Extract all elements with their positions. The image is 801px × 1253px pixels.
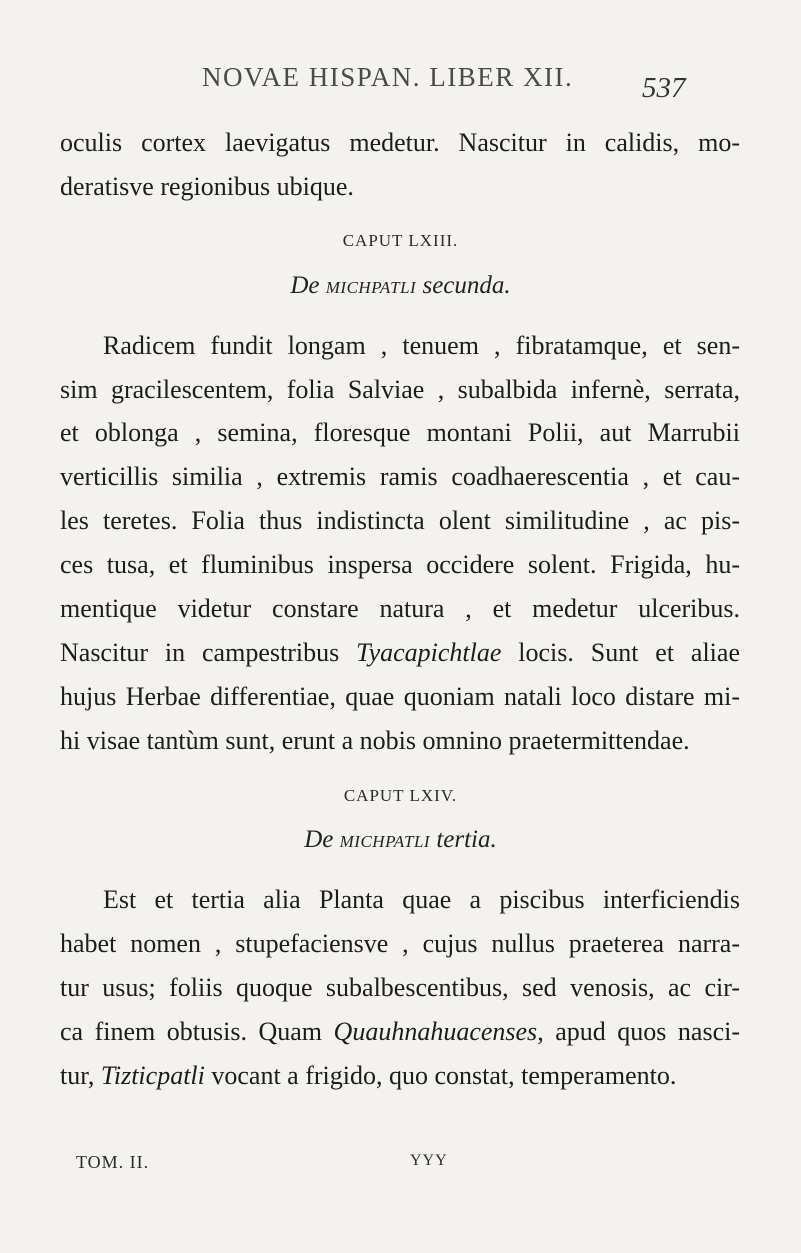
signature-mark: YYY [410, 1152, 448, 1169]
title-ordinal: secunda. [422, 272, 511, 299]
chapter-heading: CAPUT LXIII. [342, 231, 459, 250]
title-plant-name: MICHPATLI [325, 278, 417, 297]
page-number: 537 [642, 72, 686, 104]
chapter-title [0, 826, 801, 854]
italic-proper-name: Tyacapichtlae [356, 638, 502, 667]
title-de: De [290, 272, 320, 299]
text-line: habet nomen , stupefaciensve , cujus nullus praeterea narra- [60, 929, 740, 958]
chapter-heading: CAPUT LXIV. [343, 786, 458, 805]
text-line: sim gracilescentem, folia Salviae , subalbida infernè, serrata, [60, 375, 740, 404]
text-line: mentique videtur constare natura , et medetur ulceribus. [60, 594, 740, 623]
running-head: NOVAE HISPAN. LIBER XII. [202, 62, 574, 92]
text-line: Nascitur in campestribus Tyacapichtlae locis. Sunt et aliae [60, 638, 740, 667]
text-line: deratisve regionibus ubique. [60, 172, 354, 201]
italic-proper-name: Quauhnahuacenses [333, 1017, 538, 1046]
text-line: verticillis similia , extremis ramis coadhaerescentia , et cau- [60, 462, 740, 491]
text-line: Est et tertia alia Planta quae a piscibus interficiendis [103, 885, 740, 914]
text-line: Radicem fundit longam , tenuem , fibratamque, et sen- [103, 331, 740, 360]
text-line: et oblonga , semina, floresque montani Polii, aut Marrubii [60, 418, 740, 447]
text-line: tur usus; foliis quoque subalbescentibus, sed venosis, ac cir- [60, 973, 740, 1002]
text-line: ca finem obtusis. Quam Quauhnahuacenses, apud quos nasci- [60, 1017, 740, 1046]
text-line: ces tusa, et fluminibus inspersa occidere solent. Frigida, hu- [60, 550, 740, 579]
text-line: oculis cortex laevigatus medetur. Nascitur in calidis, mo- [60, 128, 740, 157]
italic-proper-name: Tizticpatli [100, 1061, 205, 1090]
title-de: De [304, 826, 334, 853]
volume-label: TOM. II. [76, 1152, 150, 1172]
chapter-title [0, 272, 801, 300]
text-line: les teretes. Folia thus indistincta olent similitudine , ac pis- [60, 506, 740, 535]
text-line: hujus Herbae differentiae, quae quoniam natali loco distare mi- [60, 682, 740, 711]
text-line: tur, Tizticpatli vocant a frigido, quo constat, temperamento. [60, 1061, 677, 1090]
title-plant-name: MICHPATLI [339, 832, 431, 851]
title-ordinal: tertia. [436, 826, 497, 853]
text-line: hi visae tantùm sunt, erunt a nobis omnino praetermittendae. [60, 726, 690, 755]
